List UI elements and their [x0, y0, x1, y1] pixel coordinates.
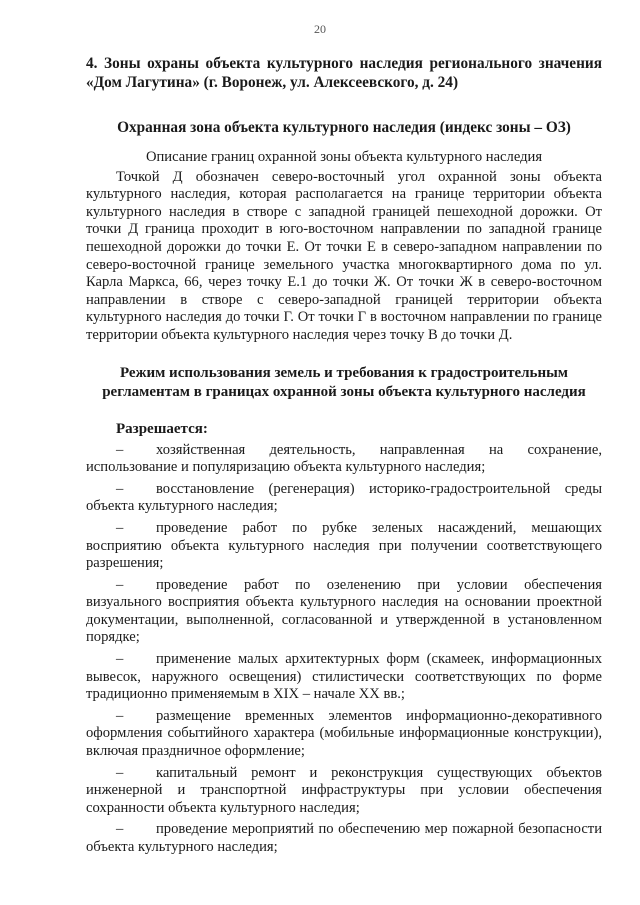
list-dash: – — [116, 441, 124, 458]
allowed-list-item — [86, 651, 602, 704]
allowed-list-item — [86, 765, 602, 818]
list-dash: – — [116, 821, 124, 838]
page-content — [86, 54, 602, 861]
zone-heading: Охранная зона объекта культурного наследия (индекс зоны – ОЗ) — [117, 119, 571, 136]
list-item-text: капитальный ремонт и реконструкция существующих объектов инженерной и транспортной инфраструктуры при условии обеспечения сохранности объекта культурного наследия; — [86, 764, 602, 816]
allowed-list-item — [86, 442, 602, 477]
boundary-description-text: Точкой Д обозначен северо-восточный угол охранной зоны объекта культурного наследия, которая располагается на границе территории объекта культурного наследия в створе с западной границей пешеходной дорожки. От точки Д граница проходит в юго-восточном направлении по западной границе пешеходной дорожки до точки Е. От точки Е в северо-западном направлении по северо-восточной границе земельного участка многоквартирного дома по ул. Карла Маркса, 66, через точку Е.1 до точки Ж. От точки Ж в северо-восточном направлении в створе с северо-западной границей территории объекта культурного наследия до точки Г. От точки Г в восточном направлении по границе территории объекта культурного наследия через точку В до точки Д. — [86, 168, 602, 343]
allowed-list-item — [86, 520, 602, 573]
list-dash: – — [116, 651, 124, 668]
list-item-text: проведение мероприятий по обеспечению мер пожарной безопасности объекта культурного наследия; — [86, 821, 602, 855]
page-number: 20 — [314, 22, 326, 36]
list-dash: – — [116, 707, 124, 724]
list-item-text: размещение временных элементов информационно-декоративного оформления событийного характера (мобильные информационные конструкции), включая праздничное оформление; — [86, 707, 602, 760]
allowed-list-item — [86, 821, 602, 856]
list-item-text: проведение работ по рубке зеленых насаждений, мешающих восприятию объекта культурного наследия при получении соответствующего разрешения; — [86, 519, 602, 572]
allowed-list-item — [86, 481, 602, 516]
list-item-text: хозяйственная деятельность, направленная на сохранение, использование и популяризацию объекта культурного наследия; — [86, 441, 602, 476]
section-heading: 4. Зоны охраны объекта культурного наследия регионального значения «Дом Лагутина» (г. Воронеж, ул. Алексеевского, д. 24) — [86, 55, 602, 91]
regime-heading: Режим использования земель и требования к градостроительным регламентам в границах охранной зоны объекта культурного наследия — [102, 364, 586, 400]
list-dash: – — [116, 764, 124, 781]
list-dash: – — [116, 519, 124, 536]
list-dash: – — [116, 576, 124, 593]
list-item-text: восстановление (регенерация) историко-градостроительной среды объекта культурного наследия; — [86, 480, 602, 515]
allowed-list-item — [86, 577, 602, 647]
allowed-list — [86, 442, 602, 857]
allowed-list-item — [86, 708, 602, 761]
boundary-description — [86, 149, 602, 345]
list-item-text: проведение работ по озеленению при условии обеспечения визуального восприятия объекта культурного наследия на основании проектной документации, выполненной, согласованной и утвержденной в установленном порядке; — [86, 576, 602, 646]
boundary-description-title: Описание границ охранной зоны объекта культурного наследия — [145, 149, 543, 165]
list-dash: – — [116, 480, 124, 497]
allowed-heading: Разрешается: — [116, 420, 208, 437]
list-item-text: применение малых архитектурных форм (скамеек, информационных вывесок, наружного освещения) стилистически соответствующих по форме традиционно применяемым в XIX – начале XX вв.; — [86, 651, 602, 703]
